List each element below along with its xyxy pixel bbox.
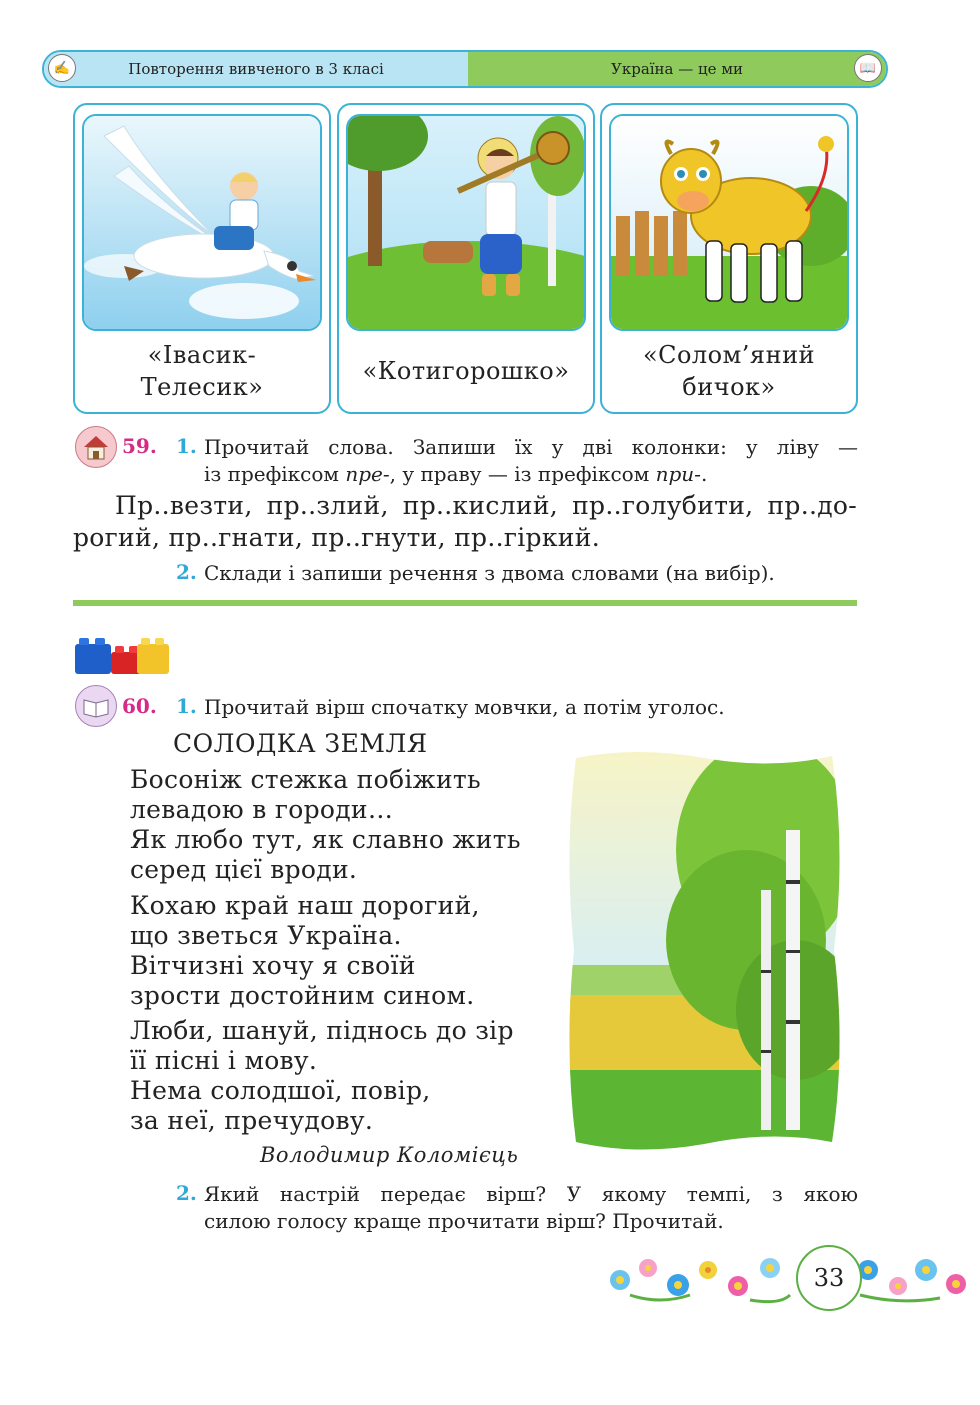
exercise-59-task1-line2: із префіксом пре-, у праву — із префіксом при-. bbox=[204, 462, 708, 486]
lego-blocks-icon bbox=[73, 630, 173, 678]
caption-line-1: «Котигорошко» bbox=[362, 356, 570, 385]
header-left-title: Повторення вивченого в 3 класі bbox=[128, 60, 384, 78]
poem-stanza-1 bbox=[130, 765, 521, 885]
poem-line: що зветься Україна. bbox=[130, 921, 402, 950]
poem-line: Вітчизні хочу я своїй bbox=[130, 951, 416, 980]
exercise-60-task2-line1: Який настрій передає вірш? У якому темпі, з якою bbox=[204, 1182, 858, 1206]
book-icon: 📖 bbox=[854, 54, 882, 82]
boy-with-mace-illustration bbox=[348, 116, 586, 329]
poem-line: за неї, пречудову. bbox=[130, 1106, 374, 1135]
caption-line-1: «Івасик- bbox=[147, 340, 257, 369]
poem-title: СОЛОДКА ЗЕМЛЯ bbox=[173, 729, 428, 758]
birch-landscape-illustration bbox=[566, 750, 842, 1150]
poem-line: зрости достойним сином. bbox=[130, 981, 475, 1010]
section-divider bbox=[73, 600, 857, 606]
card-bychok bbox=[600, 103, 858, 414]
goose-boy-illustration bbox=[84, 116, 322, 329]
exercise-59-number: 59. bbox=[122, 434, 157, 458]
card-ivasyk-caption bbox=[75, 333, 329, 408]
card-kotyhoroshko bbox=[337, 103, 595, 414]
poem-stanza-3 bbox=[130, 1016, 514, 1136]
exercise-59-task1-line1: Прочитай слова. Запиши їх у дві колонки: у ліву — bbox=[204, 435, 858, 459]
exercise-59-task2: Склади і запиши речення з двома словами (на вибір). bbox=[204, 561, 775, 585]
page-number: 33 bbox=[796, 1245, 862, 1311]
exercise-59-task1-number: 1. bbox=[176, 434, 197, 458]
exercise-60-number: 60. bbox=[122, 694, 157, 718]
poem-line: левадою в городи… bbox=[130, 795, 394, 824]
poem-line: Люби, шануй, піднось до зір bbox=[130, 1016, 514, 1045]
poem-line: її пісні і мову. bbox=[130, 1046, 318, 1075]
caption-line-1: «Солом’яний bbox=[642, 340, 816, 369]
header-right bbox=[468, 52, 886, 86]
poem-line: серед цієї вроди. bbox=[130, 855, 358, 884]
poem-line: Босоніж стежка побіжить bbox=[130, 765, 481, 794]
poem-line: Нема солодшої, повір, bbox=[130, 1076, 431, 1105]
card-bychok-caption bbox=[602, 333, 856, 408]
caption-line-2: бичок» bbox=[682, 372, 776, 401]
exercise-59-words-line1: Пр..везти, пр..злий, пр..кислий, пр..голубити, пр..до- bbox=[115, 491, 857, 520]
page-header bbox=[42, 50, 888, 88]
caption-line-2: Телесик» bbox=[140, 372, 264, 401]
poem-line: Кохаю край наш дорогий, bbox=[130, 891, 480, 920]
exercise-60-task2-number: 2. bbox=[176, 1181, 197, 1205]
illustration-kotyhoroshko bbox=[346, 114, 586, 331]
exercise-60-task2-line2: силою голосу краще прочитати вірш? Прочитай. bbox=[204, 1209, 724, 1233]
exercise-60-task1-number: 1. bbox=[176, 694, 197, 718]
open-book-icon bbox=[75, 685, 117, 727]
header-right-title: Україна — це ми bbox=[611, 60, 743, 78]
poem-stanza-2 bbox=[130, 891, 480, 1011]
exercise-60-task1: Прочитай вірш спочатку мовчки, а потім уголос. bbox=[204, 695, 725, 719]
exercise-59-task2-number: 2. bbox=[176, 560, 197, 584]
illustration-bychok bbox=[609, 114, 849, 331]
pen-icon: ✍ bbox=[48, 54, 76, 82]
illustration-ivasyk bbox=[82, 114, 322, 331]
card-ivasyk bbox=[73, 103, 331, 414]
straw-bull-illustration bbox=[611, 116, 849, 329]
flowers-decoration bbox=[600, 1240, 980, 1315]
card-kotyhoroshko-caption bbox=[339, 333, 593, 408]
poem-line: Як любо тут, як славно жить bbox=[130, 825, 521, 854]
header-left bbox=[44, 52, 468, 86]
poem-author: Володимир Коломієць bbox=[260, 1143, 519, 1167]
exercise-59-words-line2: рогий, пр..гнати, пр..гнути, пр..гіркий. bbox=[73, 523, 600, 552]
house-icon bbox=[75, 426, 117, 468]
